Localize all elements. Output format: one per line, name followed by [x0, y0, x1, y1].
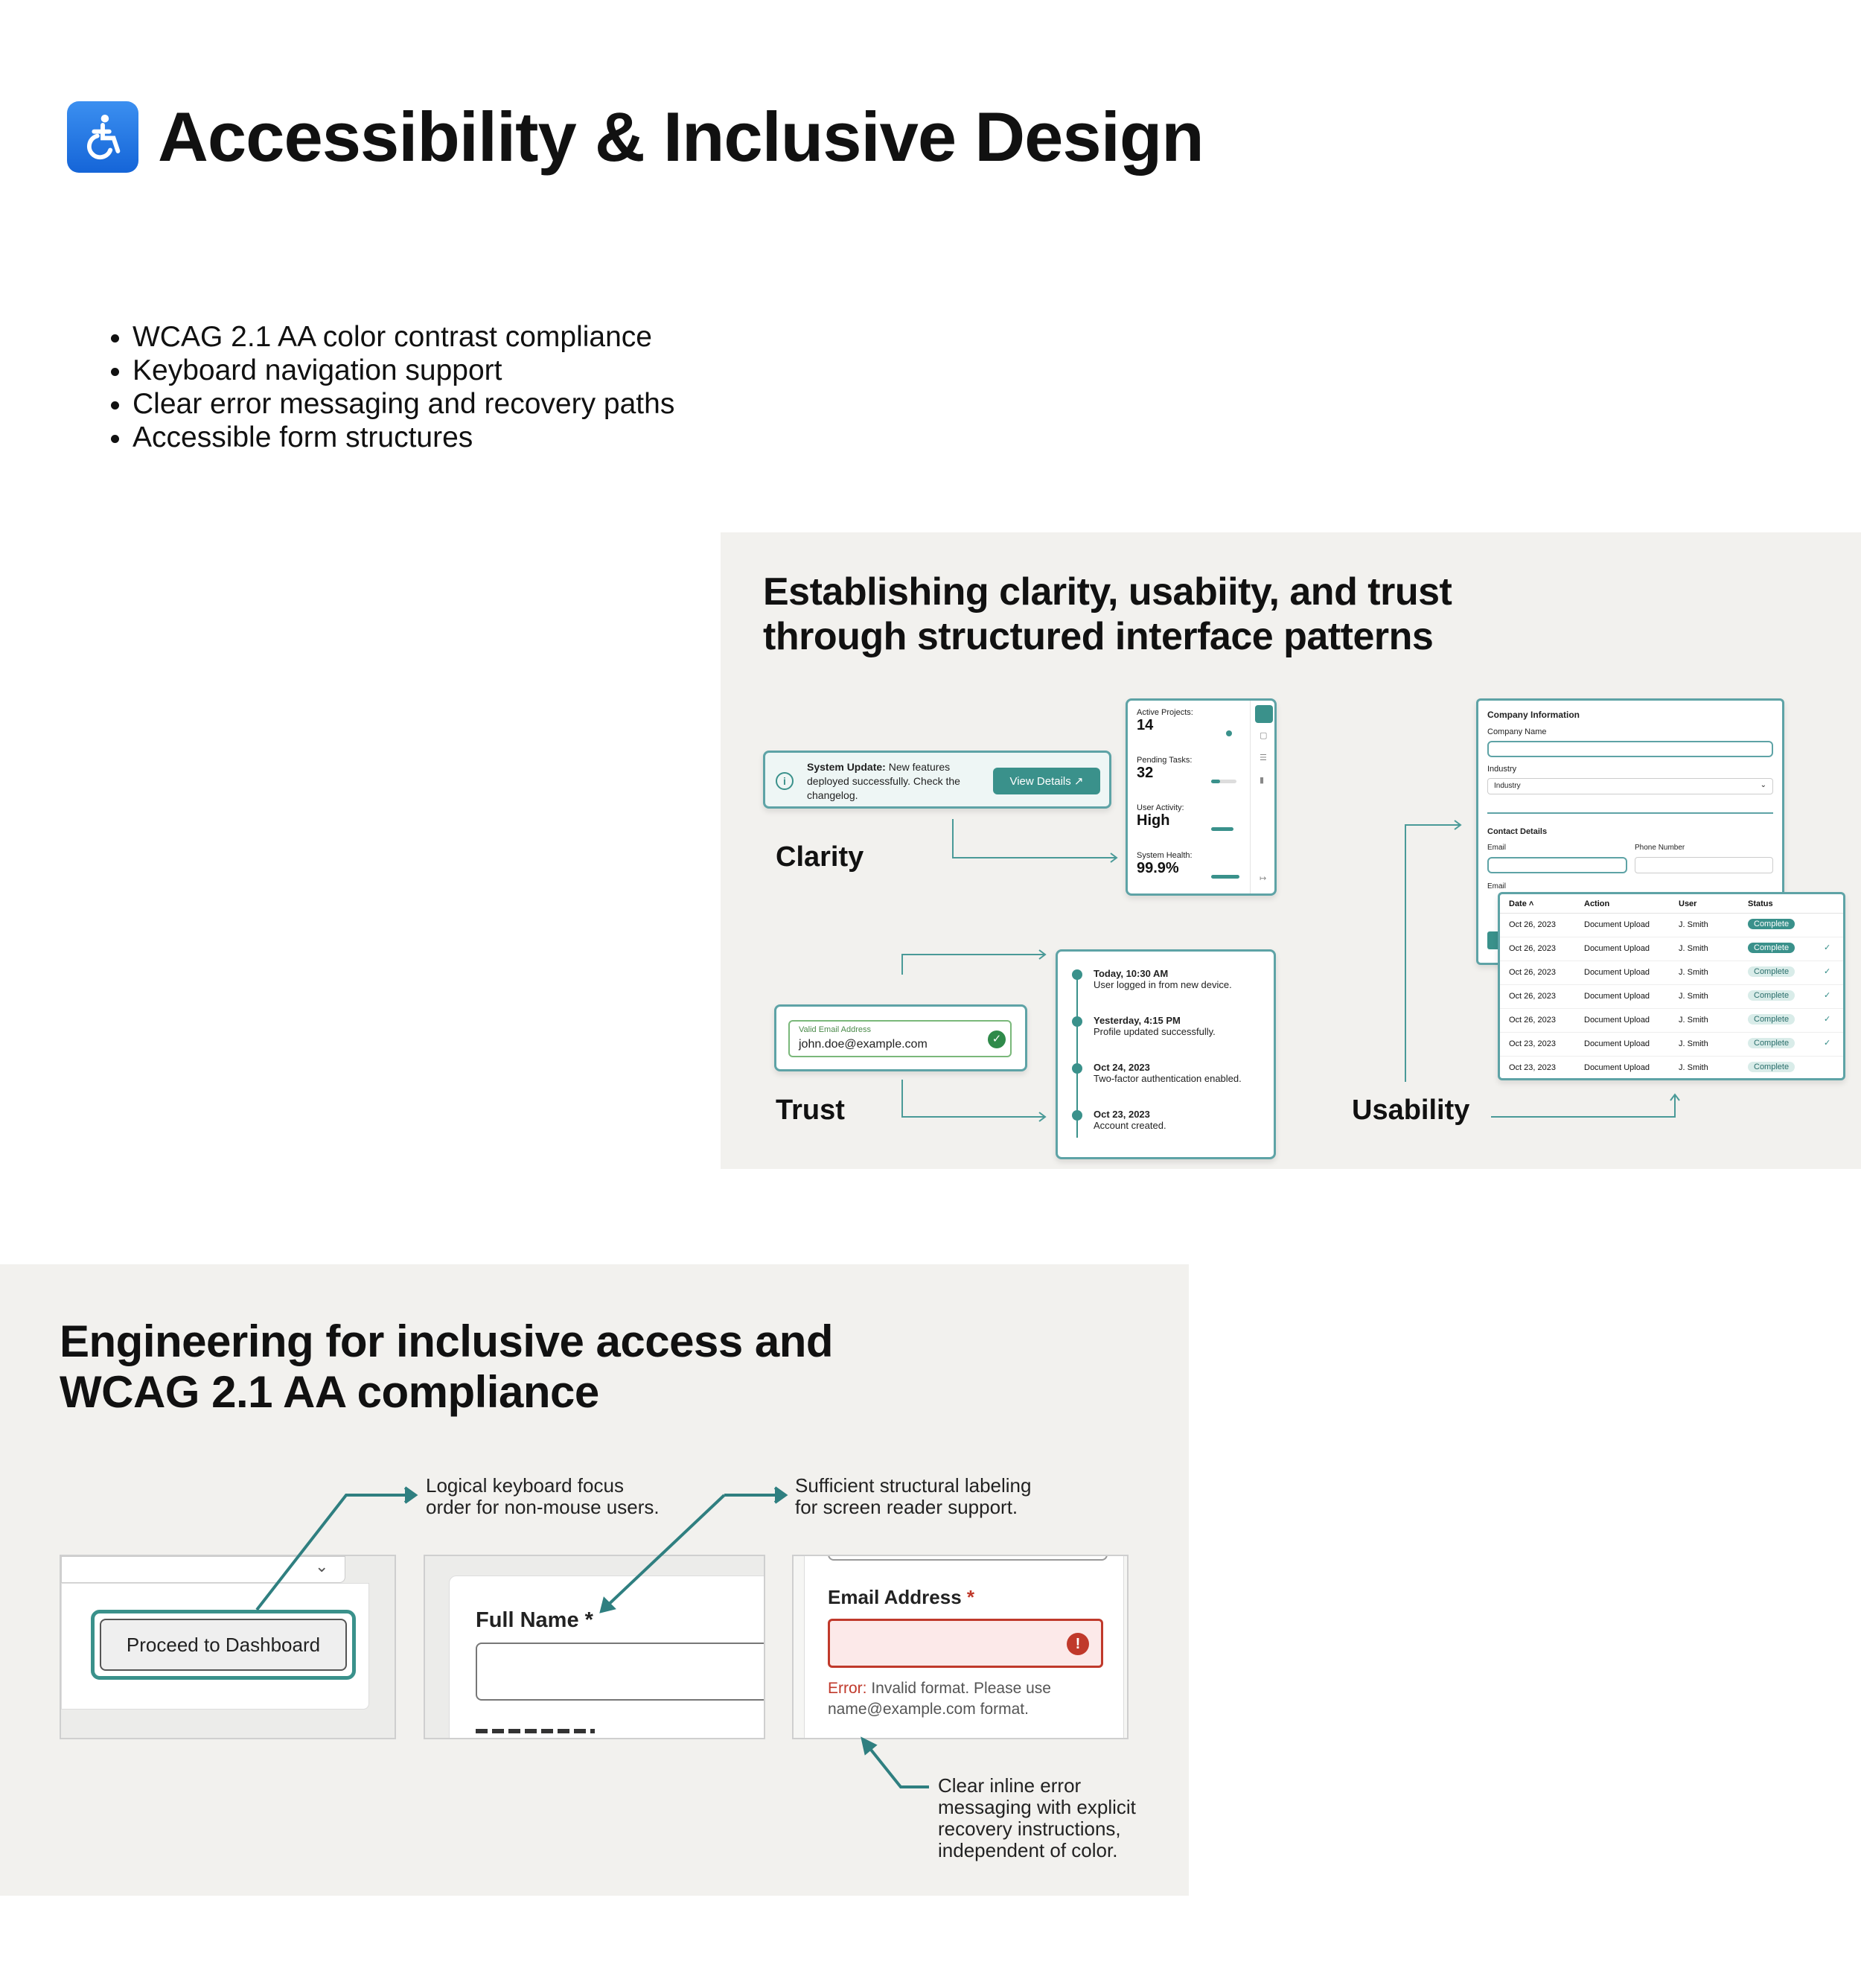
field-value: john.doe@example.com — [799, 1038, 928, 1051]
clarity-usability-trust-panel — [721, 532, 1861, 1169]
check-icon: ✓ — [988, 1030, 1006, 1048]
annotation-line: Clear inline error — [938, 1774, 1082, 1797]
field-label: Company Name — [1487, 727, 1547, 736]
panel-title-line: Establishing clarity, usabiity, and trust — [763, 570, 1452, 614]
status-badge: Complete — [1748, 1062, 1795, 1072]
status-badge: Complete — [1748, 919, 1795, 929]
stat-label: System Health: — [1137, 851, 1193, 860]
timeline-dot — [1072, 1063, 1082, 1074]
stat-value: High — [1137, 812, 1170, 829]
banner-message: New features deployed successfully. Check the changelog. — [807, 761, 960, 801]
cell-date: Oct 26, 2023 — [1509, 1016, 1556, 1025]
field-label: Email — [1487, 844, 1507, 852]
annotation-line: Logical keyboard focus — [426, 1474, 624, 1497]
field-label: Valid Email Address — [799, 1025, 872, 1034]
table-row[interactable] — [1500, 1033, 1843, 1057]
field-label: Phone Number — [1635, 844, 1685, 852]
timeline-time: Today, 10:30 AM — [1094, 968, 1169, 979]
cell-user: J. Smith — [1679, 1063, 1708, 1072]
timeline-text: User logged in from new device. — [1094, 979, 1232, 990]
calendar-icon[interactable]: ▢ — [1260, 731, 1268, 740]
timeline-time: Oct 24, 2023 — [1094, 1062, 1150, 1073]
proceed-to-dashboard-button[interactable]: Proceed to Dashboard — [100, 1619, 347, 1671]
field-label: Industry — [1487, 765, 1517, 774]
table-row[interactable] — [1500, 961, 1843, 985]
stat-value: 32 — [1137, 765, 1154, 781]
error-text: name@example.com format. — [828, 1701, 1029, 1718]
annotation-line: order for non-mouse users. — [426, 1496, 660, 1518]
check-icon: ✓ — [1824, 943, 1831, 952]
cell-action: Document Upload — [1584, 1016, 1650, 1025]
annotation-line: recovery instructions, — [938, 1817, 1121, 1840]
timeline-text: Two-factor authentication enabled. — [1094, 1073, 1242, 1084]
feature-list — [106, 320, 674, 454]
timeline-dot — [1072, 1016, 1082, 1027]
stat-value: 14 — [1137, 717, 1154, 733]
progress-bar — [1211, 780, 1236, 783]
chevron-down-icon: ⌄ — [1760, 781, 1766, 789]
panel-title-line: Engineering for inclusive access and — [60, 1316, 834, 1366]
timeline-dot — [1072, 1110, 1082, 1121]
info-icon: i — [776, 772, 794, 790]
check-icon: ✓ — [1824, 1015, 1831, 1024]
column-header[interactable]: Status — [1748, 899, 1773, 908]
required-mark: * — [966, 1586, 975, 1608]
activity-timeline — [1056, 949, 1276, 1159]
activity-bar — [1211, 827, 1233, 831]
check-icon: ✓ — [1824, 967, 1831, 976]
activity-table — [1498, 892, 1845, 1080]
table-row[interactable] — [1500, 937, 1843, 961]
cell-action: Document Upload — [1584, 1039, 1650, 1048]
email-address-label-text: Email Address — [828, 1586, 962, 1608]
list-item: • Accessible form structures — [133, 421, 674, 454]
annotation-structural-labeling — [795, 1475, 1031, 1518]
industry-select[interactable] — [1487, 778, 1773, 794]
wcag-compliance-panel — [0, 1264, 1189, 1896]
email-input[interactable] — [1487, 857, 1627, 873]
cell-action: Document Upload — [1584, 920, 1650, 929]
column-header[interactable]: Action — [1584, 899, 1610, 908]
cell-user: J. Smith — [1679, 992, 1708, 1001]
stats-sidebar — [1250, 701, 1277, 893]
table-row[interactable] — [1500, 914, 1843, 937]
divider — [1487, 812, 1773, 814]
cell-date: Oct 23, 2023 — [1509, 1063, 1556, 1072]
column-header-label: Date — [1509, 899, 1527, 908]
usability-label: Usability — [1352, 1095, 1470, 1126]
annotation-line: independent of color. — [938, 1839, 1118, 1861]
panel-title-line: WCAG 2.1 AA compliance — [60, 1367, 599, 1417]
view-details-button[interactable]: View Details ↗ — [993, 768, 1100, 794]
status-badge: Complete — [1748, 990, 1795, 1001]
email-field[interactable] — [788, 1020, 1012, 1057]
check-icon: ✓ — [1824, 991, 1831, 1000]
list-item: • Clear error messaging and recovery paths — [133, 387, 674, 421]
list-item: • WCAG 2.1 AA color contrast compliance — [133, 320, 674, 354]
stat-active-projects — [1137, 708, 1193, 734]
error-text: Invalid format. Please use — [866, 1680, 1051, 1697]
list-icon[interactable]: ☰ — [1260, 754, 1267, 762]
section-title: Contact Details — [1487, 827, 1548, 836]
timeline-time: Yesterday, 4:15 PM — [1094, 1015, 1181, 1026]
cell-user: J. Smith — [1679, 1016, 1708, 1025]
stat-system-health — [1137, 851, 1193, 877]
annotation-error-messaging — [938, 1775, 1136, 1861]
cell-action: Document Upload — [1584, 992, 1650, 1001]
check-icon: ✓ — [1824, 1039, 1831, 1048]
select-value: Industry — [1494, 782, 1521, 790]
cell-date: Oct 26, 2023 — [1509, 992, 1556, 1001]
full-name-label-text: Full Name — [476, 1608, 579, 1632]
health-bar — [1211, 875, 1239, 879]
chart-icon[interactable]: ▮ — [1260, 776, 1265, 785]
stat-label: Pending Tasks: — [1137, 756, 1193, 765]
error-icon: ! — [1067, 1633, 1089, 1655]
timeline-time: Oct 23, 2023 — [1094, 1109, 1150, 1120]
stat-indicator — [1226, 730, 1232, 736]
view-details-label: View Details — [1009, 774, 1071, 788]
table-row[interactable] — [1500, 985, 1843, 1009]
cell-user: J. Smith — [1679, 920, 1708, 929]
stat-user-activity — [1137, 803, 1184, 829]
status-badge: Complete — [1748, 966, 1795, 977]
status-badge: Complete — [1748, 943, 1795, 953]
annotation-line: messaging with explicit — [938, 1796, 1136, 1818]
status-badge: Complete — [1748, 1014, 1795, 1025]
dashboard-icon[interactable] — [1255, 705, 1273, 723]
cell-action: Document Upload — [1584, 1063, 1650, 1072]
column-header[interactable]: Date ˄ — [1509, 899, 1534, 908]
column-header[interactable]: User — [1679, 899, 1697, 908]
system-update-banner — [763, 751, 1111, 809]
table-row[interactable] — [1500, 1057, 1843, 1079]
annotation-line: Sufficient structural labeling — [795, 1474, 1032, 1497]
cell-date: Oct 23, 2023 — [1509, 1039, 1556, 1048]
banner-bold: System Update: — [807, 761, 886, 773]
page-title — [67, 97, 1204, 177]
stats-card — [1126, 698, 1277, 896]
banner-text — [807, 760, 978, 803]
timeline-item — [1094, 1015, 1216, 1037]
annotation-focus-order — [426, 1475, 660, 1518]
trust-label: Trust — [776, 1095, 845, 1126]
cell-user: J. Smith — [1679, 968, 1708, 977]
timeline-item — [1094, 968, 1232, 990]
phone-input[interactable] — [1635, 857, 1773, 873]
timeline-item — [1094, 1062, 1242, 1084]
table-header — [1500, 894, 1843, 914]
clarity-label: Clarity — [776, 841, 864, 873]
timeline-text: Profile updated successfully. — [1094, 1026, 1216, 1037]
accessibility-icon — [67, 101, 138, 173]
cell-action: Document Upload — [1584, 944, 1650, 953]
chevron-down-icon: ⌄ — [315, 1557, 329, 1576]
company-name-input[interactable] — [1487, 741, 1773, 757]
logout-icon[interactable]: ↦ — [1260, 874, 1267, 883]
error-prefix: Error: — [828, 1680, 867, 1697]
panel-title-line: through structured interface patterns — [763, 615, 1434, 658]
cell-date: Oct 26, 2023 — [1509, 944, 1556, 953]
stat-pending-tasks — [1137, 756, 1192, 782]
timeline-text: Account created. — [1094, 1120, 1166, 1131]
cell-date: Oct 26, 2023 — [1509, 968, 1556, 977]
timeline-dot — [1072, 969, 1082, 980]
list-item: • Keyboard navigation support — [133, 354, 674, 387]
table-row[interactable] — [1500, 1009, 1843, 1033]
cell-action: Document Upload — [1584, 968, 1650, 977]
stat-label: User Activity: — [1137, 803, 1184, 812]
stat-value: 99.9% — [1137, 860, 1179, 876]
cell-date: Oct 26, 2023 — [1509, 920, 1556, 929]
cell-user: J. Smith — [1679, 1039, 1708, 1048]
status-badge: Complete — [1748, 1038, 1795, 1048]
form-title: Company Information — [1487, 710, 1580, 720]
field-label: Email — [1487, 882, 1507, 891]
annotation-line: for screen reader support. — [795, 1496, 1018, 1518]
valid-email-card — [774, 1004, 1027, 1071]
stat-label: Active Projects: — [1137, 708, 1193, 717]
page-heading: Accessibility & Inclusive Design — [158, 98, 1204, 176]
cell-user: J. Smith — [1679, 944, 1708, 953]
required-mark: * — [584, 1608, 593, 1632]
timeline-item — [1094, 1109, 1166, 1131]
